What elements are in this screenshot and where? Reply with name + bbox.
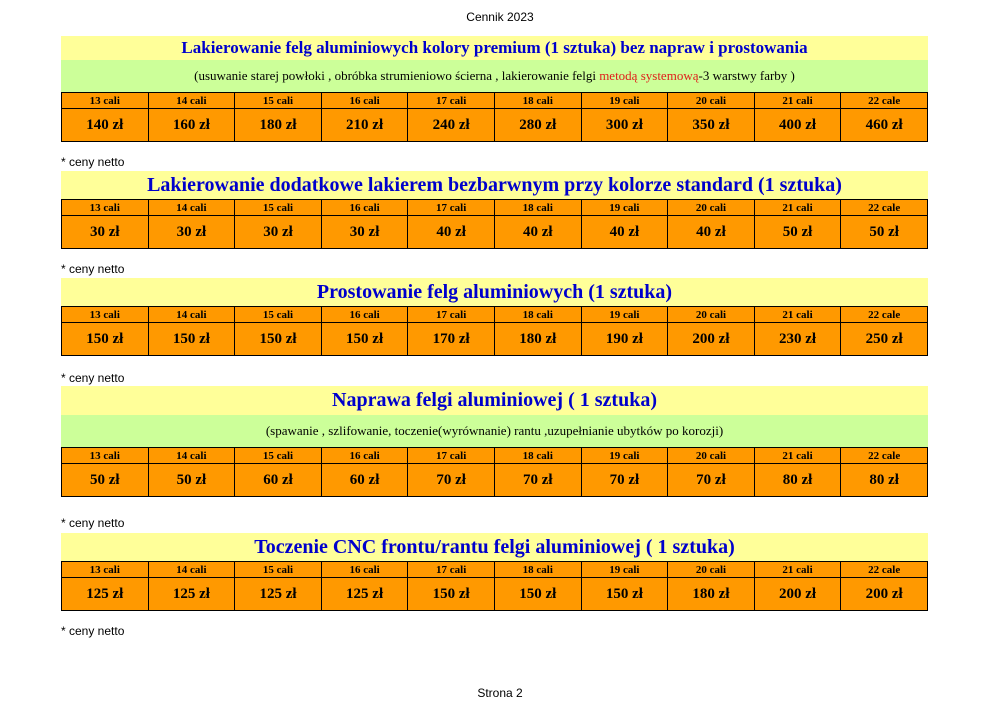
price-cell: 80 zł xyxy=(841,464,928,497)
price-cell: 180 zł xyxy=(235,109,322,142)
size-cell: 18 cali xyxy=(494,200,581,216)
size-cell: 14 cali xyxy=(148,307,235,323)
size-cell: 19 cali xyxy=(581,448,668,464)
price-row xyxy=(62,464,928,497)
size-cell: 21 cali xyxy=(754,562,841,578)
size-cell: 18 cali xyxy=(494,93,581,109)
size-row xyxy=(62,307,928,323)
price-cell: 210 zł xyxy=(321,109,408,142)
price-cell: 150 zł xyxy=(581,578,668,611)
size-cell: 16 cali xyxy=(321,200,408,216)
price-cell: 160 zł xyxy=(148,109,235,142)
size-cell: 22 cale xyxy=(841,307,928,323)
price-cell: 140 zł xyxy=(62,109,149,142)
price-cell: 125 zł xyxy=(235,578,322,611)
price-cell: 30 zł xyxy=(235,216,322,249)
price-cell: 150 zł xyxy=(62,323,149,356)
price-cell: 30 zł xyxy=(62,216,149,249)
price-cell: 30 zł xyxy=(321,216,408,249)
size-cell: 14 cali xyxy=(148,562,235,578)
price-cell: 60 zł xyxy=(321,464,408,497)
section-title: Lakierowanie felg aluminiowych kolory premium (1 sztuka) bez napraw i prostowania xyxy=(61,36,928,60)
price-cell: 150 zł xyxy=(321,323,408,356)
price-table xyxy=(61,199,928,249)
price-cell: 40 zł xyxy=(668,216,755,249)
size-cell: 18 cali xyxy=(494,307,581,323)
size-cell: 13 cali xyxy=(62,93,149,109)
section-title: Prostowanie felg aluminiowych (1 sztuka) xyxy=(61,278,928,306)
price-cell: 150 zł xyxy=(494,578,581,611)
size-cell: 21 cali xyxy=(754,307,841,323)
section-clear-coat xyxy=(61,171,928,249)
size-cell: 16 cali xyxy=(321,562,408,578)
page-footer: Strona 2 xyxy=(477,686,523,700)
price-table xyxy=(61,306,928,356)
price-cell: 200 zł xyxy=(668,323,755,356)
size-cell: 18 cali xyxy=(494,562,581,578)
price-cell: 240 zł xyxy=(408,109,495,142)
section-description xyxy=(61,60,928,92)
size-cell: 14 cali xyxy=(148,200,235,216)
size-cell: 15 cali xyxy=(235,448,322,464)
size-cell: 20 cali xyxy=(668,562,755,578)
net-price-note: * ceny netto xyxy=(61,262,125,276)
price-cell: 180 zł xyxy=(494,323,581,356)
price-cell: 70 zł xyxy=(668,464,755,497)
price-table xyxy=(61,447,928,497)
price-cell: 400 zł xyxy=(754,109,841,142)
price-row xyxy=(62,323,928,356)
size-row xyxy=(62,200,928,216)
size-cell: 20 cali xyxy=(668,448,755,464)
price-cell: 70 zł xyxy=(581,464,668,497)
size-cell: 17 cali xyxy=(408,200,495,216)
size-cell: 21 cali xyxy=(754,448,841,464)
price-cell: 50 zł xyxy=(62,464,149,497)
size-cell: 21 cali xyxy=(754,93,841,109)
size-cell: 15 cali xyxy=(235,200,322,216)
size-cell: 17 cali xyxy=(408,307,495,323)
price-cell: 230 zł xyxy=(754,323,841,356)
section-cnc-turning xyxy=(61,533,928,611)
price-cell: 40 zł xyxy=(408,216,495,249)
size-cell: 16 cali xyxy=(321,93,408,109)
size-cell: 15 cali xyxy=(235,562,322,578)
price-cell: 350 zł xyxy=(668,109,755,142)
price-cell: 80 zł xyxy=(754,464,841,497)
size-cell: 13 cali xyxy=(62,448,149,464)
price-cell: 170 zł xyxy=(408,323,495,356)
price-cell: 460 zł xyxy=(841,109,928,142)
size-cell: 13 cali xyxy=(62,562,149,578)
price-cell: 190 zł xyxy=(581,323,668,356)
section-title: Lakierowanie dodatkowe lakierem bezbarwnym przy kolorze standard (1 sztuka) xyxy=(61,171,928,199)
price-cell: 125 zł xyxy=(62,578,149,611)
size-row xyxy=(62,448,928,464)
section-premium-painting xyxy=(61,36,928,142)
price-cell: 50 zł xyxy=(148,464,235,497)
price-cell: 50 zł xyxy=(754,216,841,249)
size-cell: 22 cale xyxy=(841,562,928,578)
net-price-note: * ceny netto xyxy=(61,155,125,169)
price-cell: 60 zł xyxy=(235,464,322,497)
price-cell: 150 zł xyxy=(148,323,235,356)
price-cell: 300 zł xyxy=(581,109,668,142)
size-cell: 22 cale xyxy=(841,93,928,109)
size-cell: 20 cali xyxy=(668,200,755,216)
size-cell: 15 cali xyxy=(235,307,322,323)
size-cell: 16 cali xyxy=(321,448,408,464)
size-cell: 21 cali xyxy=(754,200,841,216)
size-cell: 19 cali xyxy=(581,200,668,216)
price-cell: 70 zł xyxy=(408,464,495,497)
size-cell: 20 cali xyxy=(668,307,755,323)
price-cell: 40 zł xyxy=(494,216,581,249)
size-cell: 14 cali xyxy=(148,448,235,464)
size-cell: 22 cale xyxy=(841,200,928,216)
section-straightening xyxy=(61,278,928,356)
size-row xyxy=(62,562,928,578)
size-cell: 14 cali xyxy=(148,93,235,109)
price-table xyxy=(61,561,928,611)
price-cell: 150 zł xyxy=(408,578,495,611)
section-title: Naprawa felgi aluminiowej ( 1 sztuka) xyxy=(61,386,928,415)
size-cell: 19 cali xyxy=(581,93,668,109)
size-cell: 15 cali xyxy=(235,93,322,109)
price-cell: 150 zł xyxy=(235,323,322,356)
size-cell: 19 cali xyxy=(581,307,668,323)
price-cell: 200 zł xyxy=(754,578,841,611)
size-cell: 17 cali xyxy=(408,93,495,109)
price-row xyxy=(62,578,928,611)
price-cell: 40 zł xyxy=(581,216,668,249)
size-cell: 19 cali xyxy=(581,562,668,578)
price-cell: 50 zł xyxy=(841,216,928,249)
size-cell: 18 cali xyxy=(494,448,581,464)
description-text-end: -3 warstwy farby ) xyxy=(698,68,795,83)
net-price-note: * ceny netto xyxy=(61,371,125,385)
description-text: (usuwanie starej powłoki , obróbka strumieniowo ścierna , lakierowanie felgi xyxy=(194,68,600,83)
price-row xyxy=(62,109,928,142)
price-row xyxy=(62,216,928,249)
price-cell: 30 zł xyxy=(148,216,235,249)
size-cell: 16 cali xyxy=(321,307,408,323)
description-accent-text: metodą systemową xyxy=(599,68,699,83)
size-cell: 13 cali xyxy=(62,307,149,323)
price-cell: 200 zł xyxy=(841,578,928,611)
size-cell: 22 cale xyxy=(841,448,928,464)
price-cell: 125 zł xyxy=(148,578,235,611)
net-price-note: * ceny netto xyxy=(61,624,125,638)
size-cell: 20 cali xyxy=(668,93,755,109)
size-row xyxy=(62,93,928,109)
price-cell: 125 zł xyxy=(321,578,408,611)
price-table xyxy=(61,92,928,142)
section-title: Toczenie CNC frontu/rantu felgi aluminiowej ( 1 sztuka) xyxy=(61,533,928,561)
price-cell: 280 zł xyxy=(494,109,581,142)
net-price-note: * ceny netto xyxy=(61,516,125,530)
size-cell: 13 cali xyxy=(62,200,149,216)
section-description: (spawanie , szlifowanie, toczenie(wyrównanie) rantu ,uzupełnianie ubytków po korozji) xyxy=(61,415,928,447)
price-cell: 70 zł xyxy=(494,464,581,497)
size-cell: 17 cali xyxy=(408,448,495,464)
price-cell: 250 zł xyxy=(841,323,928,356)
size-cell: 17 cali xyxy=(408,562,495,578)
page-header: Cennik 2023 xyxy=(466,10,534,24)
section-repair xyxy=(61,386,928,497)
price-cell: 180 zł xyxy=(668,578,755,611)
